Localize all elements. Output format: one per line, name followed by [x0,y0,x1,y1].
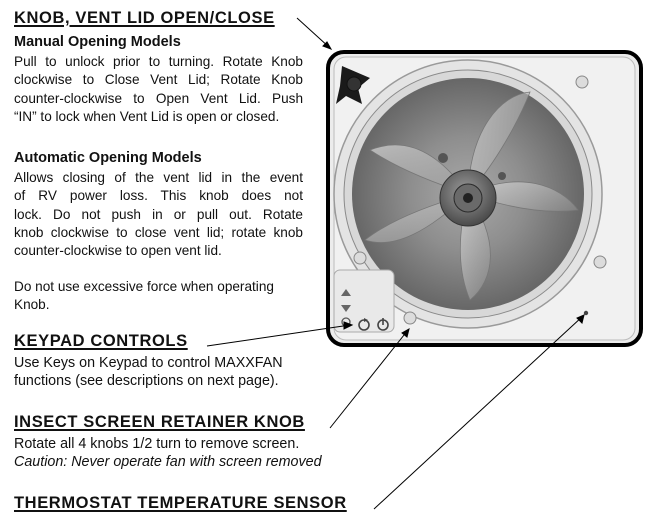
manual-line: Pull to unlock prior to turning. Rotate Knob [14,54,303,69]
automatic-line: of RV power loss. This knob does not [14,188,303,204]
automatic-line: lock. Do not push in or pull out. Rotate [14,206,303,222]
automatic-models-title: Automatic Opening Models [14,150,202,166]
automatic-line: Allows closing of the vent lid in the event [14,170,303,185]
screen-knob-text [14,435,322,472]
automatic-models-text [14,169,303,260]
manual-line: counter-clockwise to Open Vent Lid. Push [14,90,303,106]
warning-line: Do not use excessive force when operating [14,279,274,294]
automatic-line: knob clockwise to close vent lid; rotate knob [14,224,303,240]
keypad-line: functions (see descriptions on next page). [14,373,279,390]
manual-line: clockwise to Close Vent Lid; Rotate Knob [14,72,303,88]
keypad-text [14,354,283,391]
keypad-line: Use Keys on Keypad to control MAXXFAN [14,355,283,371]
manual-line: “IN” to lock when Vent Lid is open or closed. [14,108,280,124]
screen-caution: Caution: Never operate fan with screen removed [14,454,322,471]
manual-models-title: Manual Opening Models [14,34,181,50]
screen-knob-heading: INSECT SCREEN RETAINER KNOB [14,413,305,431]
warning-line: Knob. [14,297,50,313]
keypad [334,270,394,332]
manual-models-text [14,53,303,126]
sensor-heading: THERMOSTAT TEMPERATURE SENSOR [14,494,347,512]
knob-heading: KNOB, VENT LID OPEN/CLOSE [14,9,275,27]
keypad-heading: KEYPAD CONTROLS [14,332,188,350]
automatic-line: counter-clockwise to open vent lid. [14,243,222,259]
force-warning [14,278,274,315]
screen-line: Rotate all 4 knobs 1/2 turn to remove screen. [14,436,300,452]
